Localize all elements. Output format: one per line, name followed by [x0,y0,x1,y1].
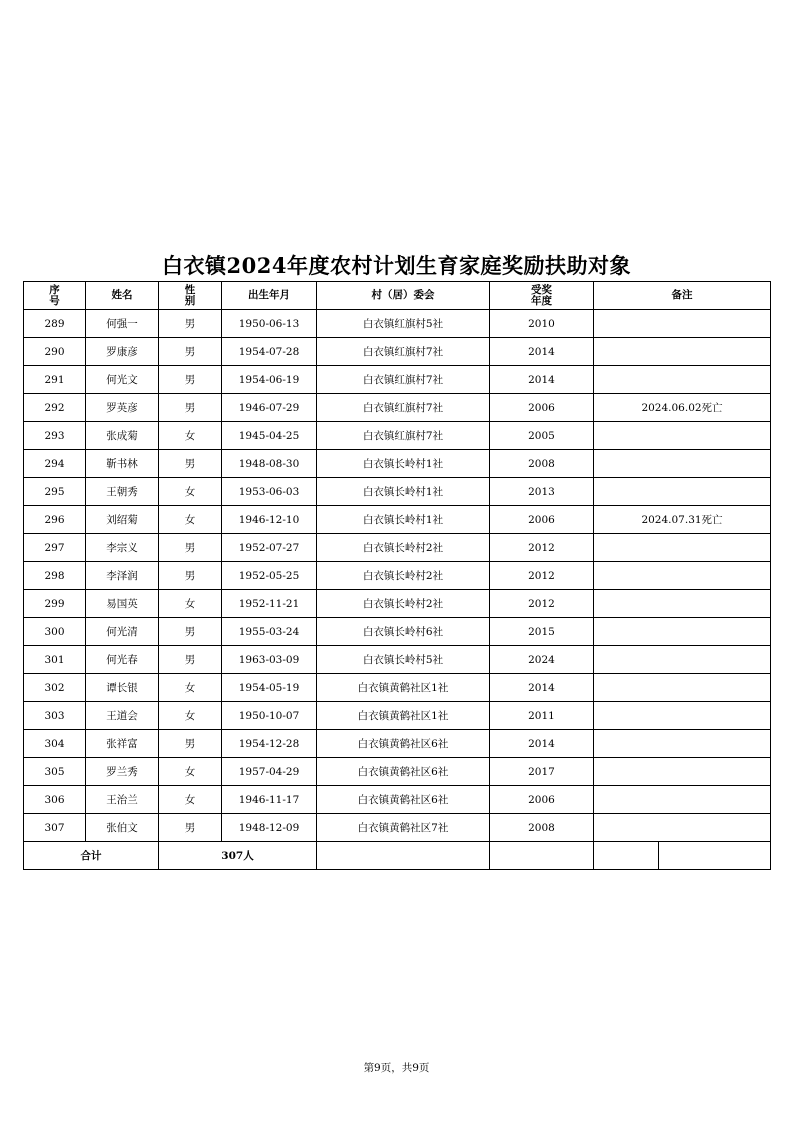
header-seq: 序 号 [24,282,86,310]
row-seq: 305 [24,758,86,786]
row-note [594,450,771,478]
row-seq: 291 [24,366,86,394]
row-village: 白衣镇黄鹤社区6社 [317,758,490,786]
row-award-year: 2012 [490,590,594,618]
row-birth: 1954-05-19 [222,674,317,702]
row-award-year: 2005 [490,422,594,450]
row-name: 何强一 [86,310,159,338]
row-village: 白衣镇红旗村5社 [317,310,490,338]
row-name: 张伯文 [86,814,159,842]
row-gender: 女 [159,506,222,534]
page-title: 白衣镇2024年度农村计划生育家庭奖励扶助对象 [162,253,631,278]
row-seq: 304 [24,730,86,758]
row-gender: 男 [159,730,222,758]
row-gender: 男 [159,534,222,562]
table-row [24,730,771,758]
row-award-year: 2008 [490,450,594,478]
row-seq: 293 [24,422,86,450]
row-gender: 男 [159,450,222,478]
row-birth: 1955-03-24 [222,618,317,646]
table-row [24,338,771,366]
row-award-year: 2014 [490,338,594,366]
row-gender: 女 [159,590,222,618]
row-seq: 301 [24,646,86,674]
row-seq: 289 [24,310,86,338]
row-birth: 1952-07-27 [222,534,317,562]
row-village: 白衣镇长岭村2社 [317,562,490,590]
row-name: 谭长银 [86,674,159,702]
row-name: 罗康彦 [86,338,159,366]
row-name: 何光清 [86,618,159,646]
header-birth: 出生年月 [222,282,317,310]
header-note: 备注 [594,282,771,310]
row-village: 白衣镇黄鹤社区7社 [317,814,490,842]
row-note [594,590,771,618]
row-birth: 1948-12-09 [222,814,317,842]
row-village: 白衣镇黄鹤社区6社 [317,786,490,814]
row-award-year: 2006 [490,394,594,422]
row-award-year: 2010 [490,310,594,338]
row-seq: 298 [24,562,86,590]
row-note [594,618,771,646]
row-note [594,310,771,338]
header-gender: 性 别 [159,282,222,310]
row-award-year: 2008 [490,814,594,842]
beneficiary-table [23,281,771,870]
row-village: 白衣镇红旗村7社 [317,366,490,394]
row-village: 白衣镇黄鹤社区1社 [317,674,490,702]
header-award-year: 受奖 年度 [490,282,594,310]
row-note [594,422,771,450]
total-value: 307人 [159,842,317,870]
row-name: 靳书林 [86,450,159,478]
row-birth: 1954-06-19 [222,366,317,394]
row-seq: 294 [24,450,86,478]
row-note [594,562,771,590]
row-name: 罗英彦 [86,394,159,422]
table-row [24,590,771,618]
row-village: 白衣镇长岭村1社 [317,450,490,478]
table-row [24,562,771,590]
row-birth: 1948-08-30 [222,450,317,478]
table-header-row [24,282,771,310]
row-name: 刘绍菊 [86,506,159,534]
row-village: 白衣镇红旗村7社 [317,394,490,422]
row-note [594,534,771,562]
row-village: 白衣镇红旗村7社 [317,338,490,366]
row-gender: 男 [159,814,222,842]
page-footer: 第9页，共9页 [363,1062,430,1074]
table-row [24,618,771,646]
row-note: 2024.07.31死亡 [594,506,771,534]
row-note [594,786,771,814]
row-award-year: 2017 [490,758,594,786]
table-row [24,674,771,702]
row-village: 白衣镇长岭村6社 [317,618,490,646]
table-row [24,758,771,786]
row-award-year: 2006 [490,506,594,534]
row-note [594,730,771,758]
row-seq: 295 [24,478,86,506]
table-row [24,506,771,534]
row-name: 易国英 [86,590,159,618]
row-name: 李宗义 [86,534,159,562]
row-village: 白衣镇黄鹤社区6社 [317,730,490,758]
row-seq: 297 [24,534,86,562]
row-seq: 306 [24,786,86,814]
table-row [24,478,771,506]
row-name: 罗兰秀 [86,758,159,786]
total-row [24,842,771,870]
row-award-year: 2014 [490,674,594,702]
row-gender: 男 [159,646,222,674]
table-row [24,646,771,674]
row-award-year: 2014 [490,366,594,394]
row-seq: 292 [24,394,86,422]
row-name: 何光文 [86,366,159,394]
row-gender: 女 [159,786,222,814]
row-birth: 1953-06-03 [222,478,317,506]
row-village: 白衣镇长岭村5社 [317,646,490,674]
row-village: 白衣镇红旗村7社 [317,422,490,450]
row-gender: 女 [159,478,222,506]
row-gender: 女 [159,674,222,702]
row-note: 2024.06.02死亡 [594,394,771,422]
row-award-year: 2012 [490,562,594,590]
table-row [24,814,771,842]
row-seq: 303 [24,702,86,730]
row-village: 白衣镇长岭村2社 [317,590,490,618]
row-village: 白衣镇长岭村1社 [317,506,490,534]
row-birth: 1954-12-28 [222,730,317,758]
row-birth: 1946-12-10 [222,506,317,534]
row-birth: 1950-06-13 [222,310,317,338]
row-note [594,338,771,366]
table-row [24,366,771,394]
total-empty-cell [594,842,659,870]
row-birth: 1957-04-29 [222,758,317,786]
row-seq: 302 [24,674,86,702]
table-row [24,534,771,562]
row-gender: 女 [159,702,222,730]
row-birth: 1952-05-25 [222,562,317,590]
row-note [594,702,771,730]
row-birth: 1946-07-29 [222,394,317,422]
row-award-year: 2006 [490,786,594,814]
row-award-year: 2012 [490,534,594,562]
row-gender: 男 [159,338,222,366]
row-award-year: 2011 [490,702,594,730]
row-seq: 299 [24,590,86,618]
table-row [24,450,771,478]
table-row [24,310,771,338]
row-gender: 男 [159,562,222,590]
row-seq: 307 [24,814,86,842]
row-birth: 1963-03-09 [222,646,317,674]
row-name: 王治兰 [86,786,159,814]
row-birth: 1946-11-17 [222,786,317,814]
table-row [24,394,771,422]
row-gender: 男 [159,618,222,646]
total-empty-cell [317,842,490,870]
row-seq: 290 [24,338,86,366]
row-birth: 1952-11-21 [222,590,317,618]
row-gender: 男 [159,366,222,394]
row-birth: 1954-07-28 [222,338,317,366]
table-row [24,422,771,450]
row-note [594,814,771,842]
row-gender: 男 [159,394,222,422]
row-birth: 1945-04-25 [222,422,317,450]
total-empty-cell [490,842,594,870]
row-award-year: 2014 [490,730,594,758]
row-note [594,758,771,786]
row-note [594,646,771,674]
row-village: 白衣镇长岭村2社 [317,534,490,562]
table-row [24,702,771,730]
row-note [594,478,771,506]
row-gender: 男 [159,310,222,338]
total-empty-cell [659,842,771,870]
row-award-year: 2024 [490,646,594,674]
table-row [24,786,771,814]
row-seq: 296 [24,506,86,534]
row-gender: 女 [159,758,222,786]
row-village: 白衣镇长岭村1社 [317,478,490,506]
row-note [594,366,771,394]
row-name: 王朝秀 [86,478,159,506]
row-birth: 1950-10-07 [222,702,317,730]
row-award-year: 2013 [490,478,594,506]
row-name: 何光春 [86,646,159,674]
row-award-year: 2015 [490,618,594,646]
row-name: 张祥富 [86,730,159,758]
row-seq: 300 [24,618,86,646]
row-gender: 女 [159,422,222,450]
row-name: 张成菊 [86,422,159,450]
header-village: 村（居）委会 [317,282,490,310]
row-village: 白衣镇黄鹤社区1社 [317,702,490,730]
row-note [594,674,771,702]
row-name: 李泽润 [86,562,159,590]
row-name: 王道会 [86,702,159,730]
header-name: 姓名 [86,282,159,310]
total-label: 合计 [24,842,159,870]
